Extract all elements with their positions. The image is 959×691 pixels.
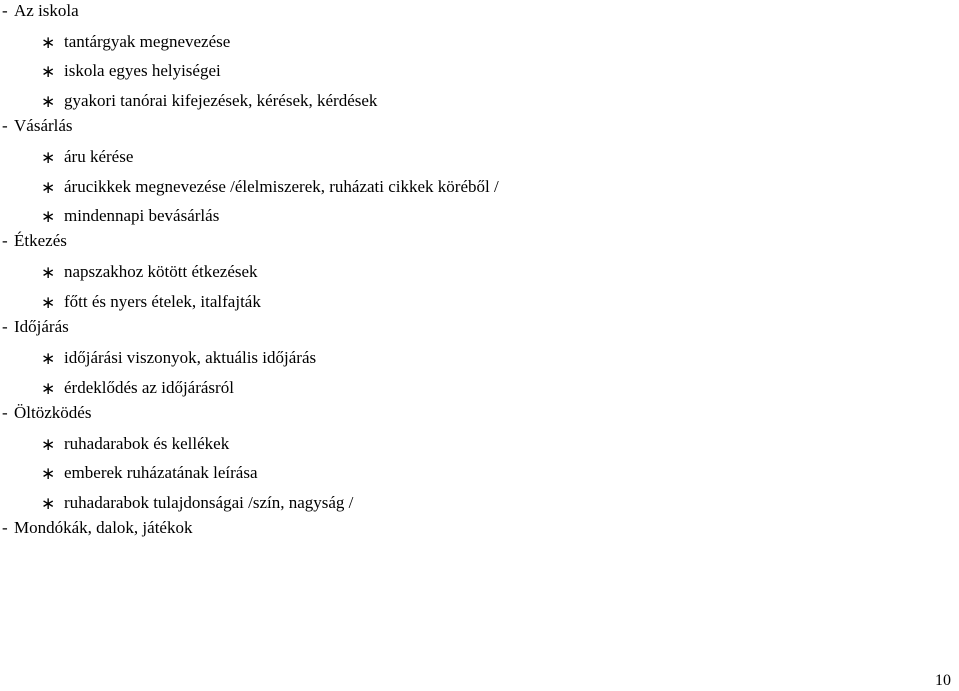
list-item-text: emberek ruházatának leírása <box>64 463 258 483</box>
list-item <box>0 343 317 372</box>
bullet-icon: ∗ <box>41 62 56 83</box>
list-item <box>0 172 499 201</box>
list-item-text: mindennapi bevásárlás <box>64 205 220 225</box>
section-title-text: Időjárás <box>14 317 69 337</box>
list-item <box>0 142 192 171</box>
section-title <box>0 316 192 343</box>
section-title-text: Öltözködés <box>14 402 92 422</box>
section-title-text: Étkezés <box>14 231 67 251</box>
page-number: 10 <box>935 672 951 689</box>
section-vasarlas <box>0 115 499 230</box>
bullet-icon: ∗ <box>41 148 56 169</box>
list-item-text: árucikkek megnevezése /élelmiszerek, ruházati cikkek köréből / <box>64 176 499 196</box>
section-iskola <box>0 0 378 115</box>
bullet-icon: ∗ <box>41 349 56 370</box>
bullet-icon: ∗ <box>41 292 56 313</box>
list-item-text: főtt és nyers ételek, italfajták <box>64 291 261 311</box>
list-item <box>0 287 261 316</box>
list-item <box>0 429 230 458</box>
list-item-text: áru kérése <box>64 147 134 167</box>
section-title-text: Mondókák, dalok, játékok <box>14 518 193 538</box>
list-item-text: időjárási viszonyok, aktuális időjárás <box>64 348 317 368</box>
section-title-text: Az iskola <box>14 1 79 20</box>
section-mondokak <box>0 517 192 544</box>
list-item <box>0 257 258 286</box>
list-item-text: ruhadarabok tulajdonságai /szín, nagyság / <box>64 492 354 512</box>
section-items <box>0 142 499 230</box>
list-item-text: gyakori tanórai kifejezések, kérések, kérdések <box>64 90 378 110</box>
section-items <box>0 27 378 115</box>
list-item-text: iskola egyes helyiségei <box>64 61 221 81</box>
section-etkezes <box>0 230 261 316</box>
list-item <box>0 27 231 56</box>
list-item <box>0 201 220 230</box>
list-item <box>0 458 258 487</box>
list-item-text: napszakhoz kötött étkezések <box>64 262 258 282</box>
section-title <box>0 0 192 27</box>
bullet-icon: ∗ <box>41 206 56 227</box>
dash-marker: - <box>2 231 8 251</box>
bullet-icon: ∗ <box>41 434 56 455</box>
list-item-text: tantárgyak megnevezése <box>64 32 231 51</box>
bullet-icon: ∗ <box>41 91 56 112</box>
section-items <box>0 343 317 402</box>
bullet-icon: ∗ <box>41 378 56 399</box>
list-item-text: érdeklődés az időjárásról <box>64 377 234 397</box>
bullet-icon: ∗ <box>41 263 56 284</box>
section-oltozkodes <box>0 402 354 517</box>
section-title-text: Vásárlás <box>14 116 73 136</box>
topic-outline <box>0 0 499 544</box>
dash-marker: - <box>2 402 8 422</box>
dash-marker: - <box>2 317 8 337</box>
section-idojaras <box>0 316 317 402</box>
section-items <box>0 257 261 316</box>
section-title <box>0 230 192 257</box>
bullet-icon: ∗ <box>41 33 56 53</box>
list-item <box>0 86 378 115</box>
dash-marker: - <box>2 1 8 20</box>
section-title <box>0 402 192 429</box>
dash-marker: - <box>2 116 8 136</box>
section-items <box>0 429 354 517</box>
bullet-icon: ∗ <box>41 177 56 198</box>
bullet-icon: ∗ <box>41 493 56 514</box>
list-item-text: ruhadarabok és kellékek <box>64 433 230 453</box>
list-item <box>0 373 234 402</box>
dash-marker: - <box>2 518 8 538</box>
section-title <box>0 115 192 142</box>
section-title <box>0 517 192 544</box>
list-item <box>0 56 221 85</box>
list-item <box>0 488 354 517</box>
bullet-icon: ∗ <box>41 464 56 485</box>
